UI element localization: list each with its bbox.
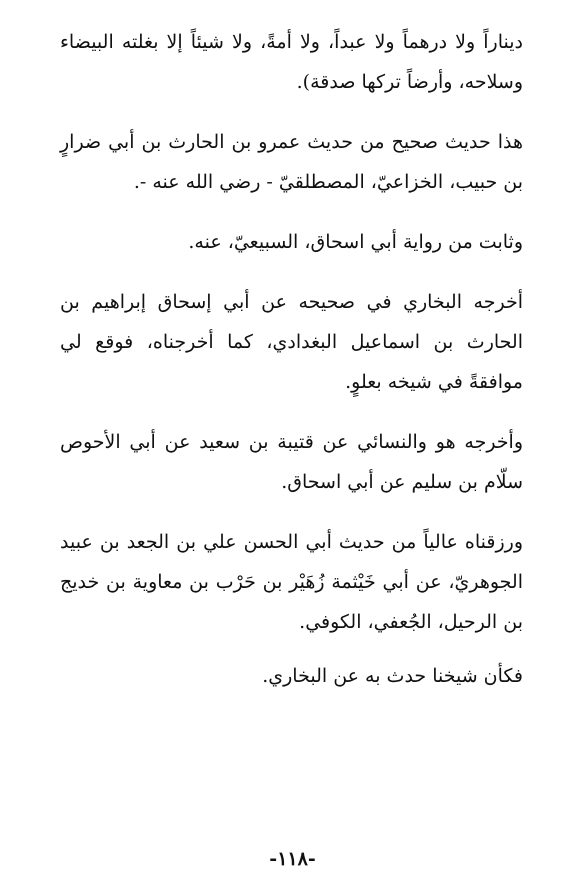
paragraph-ali-ibn-jaad: ورزقناه عالياً من حديث أبي الحسن علي بن الجعد بن عبيد الجوهريّ، عن أبي خَيْثمة زُهَيْر بن حَرْب بن معاوية بن خديج بن الرحيل، الجُعفي، الكوفي. [60,531,523,633]
paragraph-conclusion: فكأن شيخنا حدث به عن البخاري. [262,665,523,687]
paragraph-nasai-source: وأخرجه هو والنسائي عن قتيبة بن سعيد عن أبي الأحوص سلّام بن سليم عن أبي اسحاق. [60,431,523,493]
paragraph-hadith-grading: هذا حديث صحيح من حديث عمرو بن الحارث بن أبي ضرارٍ بن حبيب، الخزاعيّ، المصطلقيّ - رضي الله عنه -. [60,131,523,193]
paragraph-bukhari-source: أخرجه البخاري في صحيحه عن أبي إسحاق إبراهيم بن الحارث بن اسماعيل البغدادي، كما أخرجناه، فوقع لي موافقةً في شيخه بعلوٍ. [60,291,523,393]
page-number: -١١٨- [269,848,316,870]
page-body [60,22,523,696]
paragraph-narration-chain: وثابت من رواية أبي اسحاق، السبيعيّ، عنه. [188,231,523,253]
paragraph-hadith-end: ديناراً ولا درهماً ولا عبداً، ولا أمةً، ولا شيئاً إلا بغلته البيضاء وسلاحه، وأرضاً تركها صدقة). [60,31,523,93]
